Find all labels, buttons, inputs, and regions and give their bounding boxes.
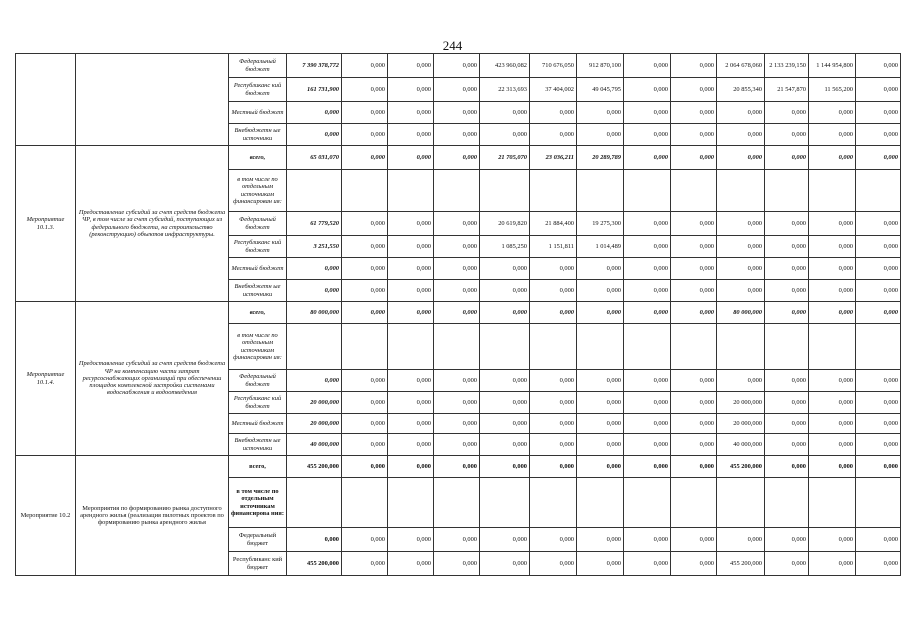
value-cell: 0,000 bbox=[856, 414, 901, 434]
value-cell: 1 085,250 bbox=[480, 236, 530, 258]
value-cell: 0,000 bbox=[388, 146, 434, 170]
value-cell: 0,000 bbox=[388, 528, 434, 552]
value-cell: 0,000 bbox=[434, 102, 480, 124]
value-cell: 0,000 bbox=[577, 102, 624, 124]
source-label: в том числе по отдельным источникам финансирова ния: bbox=[229, 478, 287, 528]
source-label: в том числе по отдельным источникам финансирован ия: bbox=[229, 324, 287, 370]
value-cell: 0,000 bbox=[388, 236, 434, 258]
source-label: Республиканс кий бюджет bbox=[229, 78, 287, 102]
table-row bbox=[16, 302, 901, 324]
value-cell: 0,000 bbox=[765, 212, 809, 236]
value-cell: 21 705,070 bbox=[480, 146, 530, 170]
value-cell: 0,000 bbox=[342, 78, 388, 102]
value-cell: 0,000 bbox=[809, 102, 856, 124]
source-label: Федеральный бюджет bbox=[229, 528, 287, 552]
value-cell: 0,000 bbox=[530, 258, 577, 280]
value-cell: 0,000 bbox=[765, 236, 809, 258]
value-cell: 0,000 bbox=[530, 552, 577, 576]
value-cell: 0,000 bbox=[434, 146, 480, 170]
value-cell: 0,000 bbox=[342, 146, 388, 170]
value-cell: 0,000 bbox=[717, 146, 765, 170]
description-cell: Мероприятия по формированию рынка доступного арендного жилья (реализация пилотных проектов по формированию рынка арендного жилья bbox=[76, 456, 229, 576]
value-cell: 0,000 bbox=[856, 528, 901, 552]
value-cell: 0,000 bbox=[809, 552, 856, 576]
value-cell: 0,000 bbox=[342, 370, 388, 392]
value-cell: 0,000 bbox=[434, 392, 480, 414]
value-cell: 0,000 bbox=[342, 392, 388, 414]
value-cell: 49 045,795 bbox=[577, 78, 624, 102]
value-cell: 0,000 bbox=[717, 528, 765, 552]
value-cell: 0,000 bbox=[624, 124, 671, 146]
value-cell: 0,000 bbox=[671, 456, 717, 478]
value-cell: 0,000 bbox=[624, 552, 671, 576]
value-cell: 80 000,000 bbox=[287, 302, 342, 324]
value-cell: 0,000 bbox=[717, 212, 765, 236]
value-cell: 0,000 bbox=[671, 258, 717, 280]
value-cell: 0,000 bbox=[671, 146, 717, 170]
source-label: Республиканс кий бюджет bbox=[229, 392, 287, 414]
value-cell: 1 151,811 bbox=[530, 236, 577, 258]
source-label: Местный бюджет bbox=[229, 414, 287, 434]
value-cell: 0,000 bbox=[765, 414, 809, 434]
value-cell: 0,000 bbox=[856, 212, 901, 236]
value-cell: 22 313,693 bbox=[480, 78, 530, 102]
value-cell: 3 251,550 bbox=[287, 236, 342, 258]
value-cell: 0,000 bbox=[577, 414, 624, 434]
value-cell: 455 200,000 bbox=[287, 552, 342, 576]
value-cell: 0,000 bbox=[434, 78, 480, 102]
value-cell: 0,000 bbox=[388, 552, 434, 576]
source-label: всего, bbox=[229, 456, 287, 478]
value-cell: 20 289,789 bbox=[577, 146, 624, 170]
value-cell: 0,000 bbox=[342, 414, 388, 434]
value-cell: 0,000 bbox=[480, 528, 530, 552]
source-label: в том числе по отдельным источникам финансирован ия: bbox=[229, 170, 287, 212]
value-cell: 2 133 239,150 bbox=[765, 54, 809, 78]
source-label: Федеральный бюджет bbox=[229, 212, 287, 236]
value-cell: 0,000 bbox=[530, 124, 577, 146]
value-cell: 0,000 bbox=[624, 392, 671, 414]
value-cell: 0,000 bbox=[434, 370, 480, 392]
value-cell: 20 000,000 bbox=[717, 392, 765, 414]
value-cell: 0,000 bbox=[342, 212, 388, 236]
source-label: Внебюджетн ые источники bbox=[229, 280, 287, 302]
value-cell: 0,000 bbox=[388, 370, 434, 392]
value-cell: 0,000 bbox=[530, 302, 577, 324]
value-cell: 0,000 bbox=[530, 414, 577, 434]
value-cell: 0,000 bbox=[624, 78, 671, 102]
value-cell: 0,000 bbox=[624, 528, 671, 552]
value-cell: 0,000 bbox=[671, 78, 717, 102]
value-cell: 11 565,200 bbox=[809, 78, 856, 102]
value-cell: 0,000 bbox=[287, 124, 342, 146]
measure-cell bbox=[16, 54, 76, 146]
value-cell: 0,000 bbox=[342, 102, 388, 124]
value-cell: 0,000 bbox=[671, 528, 717, 552]
value-cell: 0,000 bbox=[434, 414, 480, 434]
value-cell: 0,000 bbox=[530, 456, 577, 478]
source-label: Республиканс кий бюджет bbox=[229, 552, 287, 576]
value-cell: 0,000 bbox=[342, 528, 388, 552]
value-cell: 455 200,000 bbox=[717, 456, 765, 478]
value-cell: 0,000 bbox=[624, 258, 671, 280]
value-cell: 0,000 bbox=[624, 456, 671, 478]
value-cell: 0,000 bbox=[809, 124, 856, 146]
value-cell: 0,000 bbox=[671, 280, 717, 302]
value-cell: 455 200,000 bbox=[287, 456, 342, 478]
source-label: всего, bbox=[229, 146, 287, 170]
value-cell: 0,000 bbox=[480, 258, 530, 280]
value-cell: 0,000 bbox=[434, 236, 480, 258]
value-cell: 0,000 bbox=[717, 280, 765, 302]
value-cell: 0,000 bbox=[856, 302, 901, 324]
value-cell: 0,000 bbox=[856, 102, 901, 124]
value-cell: 1 144 954,800 bbox=[809, 54, 856, 78]
source-label: Местный бюджет bbox=[229, 258, 287, 280]
value-cell: 0,000 bbox=[765, 258, 809, 280]
value-cell: 0,000 bbox=[765, 552, 809, 576]
value-cell: 0,000 bbox=[624, 414, 671, 434]
value-cell: 0,000 bbox=[765, 146, 809, 170]
value-cell: 0,000 bbox=[624, 370, 671, 392]
value-cell: 0,000 bbox=[577, 392, 624, 414]
value-cell: 0,000 bbox=[577, 456, 624, 478]
value-cell: 0,000 bbox=[765, 124, 809, 146]
source-label: Федеральный бюджет bbox=[229, 54, 287, 78]
value-cell: 0,000 bbox=[480, 124, 530, 146]
value-cell: 0,000 bbox=[671, 102, 717, 124]
value-cell: 0,000 bbox=[856, 236, 901, 258]
value-cell: 0,000 bbox=[624, 54, 671, 78]
value-cell: 0,000 bbox=[624, 302, 671, 324]
value-cell: 0,000 bbox=[577, 528, 624, 552]
value-cell: 0,000 bbox=[624, 236, 671, 258]
value-cell: 20 000,000 bbox=[287, 414, 342, 434]
value-cell: 0,000 bbox=[577, 370, 624, 392]
value-cell: 0,000 bbox=[480, 434, 530, 456]
value-cell: 0,000 bbox=[856, 54, 901, 78]
value-cell: 0,000 bbox=[624, 212, 671, 236]
value-cell: 0,000 bbox=[856, 456, 901, 478]
value-cell: 0,000 bbox=[577, 434, 624, 456]
value-cell: 0,000 bbox=[480, 302, 530, 324]
value-cell: 0,000 bbox=[530, 434, 577, 456]
value-cell: 0,000 bbox=[765, 370, 809, 392]
value-cell: 0,000 bbox=[342, 552, 388, 576]
value-cell: 0,000 bbox=[717, 102, 765, 124]
value-cell: 0,000 bbox=[856, 392, 901, 414]
value-cell: 0,000 bbox=[388, 456, 434, 478]
value-cell: 0,000 bbox=[577, 280, 624, 302]
value-cell: 0,000 bbox=[809, 258, 856, 280]
value-cell: 0,000 bbox=[671, 236, 717, 258]
value-cell: 0,000 bbox=[480, 456, 530, 478]
value-cell: 0,000 bbox=[671, 302, 717, 324]
value-cell: 0,000 bbox=[856, 124, 901, 146]
source-label: Республиканс кий бюджет bbox=[229, 236, 287, 258]
page-number: 244 bbox=[442, 38, 463, 53]
value-cell: 0,000 bbox=[342, 456, 388, 478]
value-cell: 0,000 bbox=[671, 552, 717, 576]
measure-cell: Мероприятие 10.1.4. bbox=[16, 302, 76, 456]
value-cell: 0,000 bbox=[480, 370, 530, 392]
value-cell: 0,000 bbox=[388, 54, 434, 78]
table-row bbox=[16, 456, 901, 478]
value-cell: 0,000 bbox=[480, 552, 530, 576]
value-cell: 0,000 bbox=[287, 528, 342, 552]
value-cell: 0,000 bbox=[809, 302, 856, 324]
value-cell: 0,000 bbox=[765, 280, 809, 302]
value-cell: 0,000 bbox=[480, 392, 530, 414]
value-cell: 40 000,000 bbox=[717, 434, 765, 456]
value-cell: 0,000 bbox=[287, 280, 342, 302]
description-cell: Предоставление субсидий за счет средств бюджета ЧР на компенсацию части затрат ресурсоснабжающих организаций при обеспечении площадок комплексной застройки системами водоснабжения и водоотведения bbox=[76, 302, 229, 456]
value-cell: 0,000 bbox=[671, 54, 717, 78]
value-cell: 0,000 bbox=[388, 280, 434, 302]
value-cell: 455 200,000 bbox=[717, 552, 765, 576]
value-cell: 0,000 bbox=[287, 370, 342, 392]
value-cell: 0,000 bbox=[577, 124, 624, 146]
value-cell: 0,000 bbox=[671, 392, 717, 414]
value-cell: 0,000 bbox=[717, 370, 765, 392]
value-cell: 0,000 bbox=[856, 280, 901, 302]
measure-cell: Мероприятие 10.2 bbox=[16, 456, 76, 576]
value-cell: 0,000 bbox=[388, 258, 434, 280]
value-cell: 0,000 bbox=[577, 302, 624, 324]
value-cell: 0,000 bbox=[765, 302, 809, 324]
value-cell: 0,000 bbox=[434, 258, 480, 280]
value-cell: 0,000 bbox=[342, 236, 388, 258]
value-cell: 0,000 bbox=[765, 102, 809, 124]
value-cell: 0,000 bbox=[480, 280, 530, 302]
value-cell: 0,000 bbox=[388, 102, 434, 124]
value-cell: 21 547,870 bbox=[765, 78, 809, 102]
value-cell: 0,000 bbox=[809, 392, 856, 414]
budget-table bbox=[15, 53, 901, 576]
value-cell: 0,000 bbox=[809, 414, 856, 434]
value-cell: 0,000 bbox=[809, 528, 856, 552]
value-cell: 2 064 678,060 bbox=[717, 54, 765, 78]
value-cell: 0,000 bbox=[624, 146, 671, 170]
value-cell: 0,000 bbox=[434, 302, 480, 324]
value-cell: 0,000 bbox=[287, 102, 342, 124]
value-cell: 0,000 bbox=[856, 434, 901, 456]
value-cell: 0,000 bbox=[388, 392, 434, 414]
value-cell: 0,000 bbox=[577, 552, 624, 576]
value-cell: 0,000 bbox=[480, 102, 530, 124]
value-cell: 0,000 bbox=[809, 212, 856, 236]
value-cell: 0,000 bbox=[809, 146, 856, 170]
value-cell: 0,000 bbox=[671, 434, 717, 456]
table-row bbox=[16, 54, 901, 78]
value-cell: 0,000 bbox=[717, 124, 765, 146]
value-cell: 0,000 bbox=[342, 302, 388, 324]
value-cell: 0,000 bbox=[717, 236, 765, 258]
value-cell: 0,000 bbox=[577, 258, 624, 280]
value-cell: 0,000 bbox=[765, 456, 809, 478]
description-cell: Предоставление субсидий за счет средств бюджета ЧР, в том числе за счет субсидий, поступающих из федерального бюджета, на строительство (реконструкцию) объектов инфраструктуры. bbox=[76, 146, 229, 302]
value-cell: 710 676,050 bbox=[530, 54, 577, 78]
value-cell: 0,000 bbox=[434, 456, 480, 478]
value-cell: 65 031,070 bbox=[287, 146, 342, 170]
value-cell: 0,000 bbox=[388, 414, 434, 434]
value-cell: 0,000 bbox=[856, 78, 901, 102]
value-cell: 19 275,300 bbox=[577, 212, 624, 236]
value-cell: 423 960,082 bbox=[480, 54, 530, 78]
value-cell: 0,000 bbox=[530, 280, 577, 302]
value-cell: 0,000 bbox=[856, 258, 901, 280]
value-cell: 7 390 378,772 bbox=[287, 54, 342, 78]
value-cell: 20 000,000 bbox=[717, 414, 765, 434]
value-cell: 0,000 bbox=[856, 370, 901, 392]
value-cell: 0,000 bbox=[856, 552, 901, 576]
value-cell: 0,000 bbox=[624, 102, 671, 124]
source-label: Внебюджетн ые источники bbox=[229, 124, 287, 146]
value-cell: 0,000 bbox=[809, 370, 856, 392]
value-cell: 0,000 bbox=[717, 258, 765, 280]
value-cell: 0,000 bbox=[856, 146, 901, 170]
value-cell: 0,000 bbox=[671, 370, 717, 392]
value-cell: 0,000 bbox=[388, 302, 434, 324]
value-cell: 0,000 bbox=[287, 258, 342, 280]
value-cell: 0,000 bbox=[624, 434, 671, 456]
value-cell: 0,000 bbox=[765, 434, 809, 456]
value-cell: 0,000 bbox=[388, 124, 434, 146]
value-cell: 0,000 bbox=[671, 212, 717, 236]
value-cell: 21 884,400 bbox=[530, 212, 577, 236]
description-cell bbox=[76, 54, 229, 146]
value-cell: 0,000 bbox=[671, 124, 717, 146]
value-cell: 0,000 bbox=[530, 392, 577, 414]
value-cell: 0,000 bbox=[765, 392, 809, 414]
measure-cell: Мероприятие 10.1.3. bbox=[16, 146, 76, 302]
value-cell: 0,000 bbox=[342, 434, 388, 456]
value-cell: 1 014,489 bbox=[577, 236, 624, 258]
value-cell: 0,000 bbox=[388, 78, 434, 102]
value-cell: 0,000 bbox=[342, 258, 388, 280]
value-cell: 912 870,100 bbox=[577, 54, 624, 78]
value-cell: 0,000 bbox=[530, 102, 577, 124]
value-cell: 0,000 bbox=[480, 414, 530, 434]
value-cell: 0,000 bbox=[434, 528, 480, 552]
value-cell: 0,000 bbox=[434, 54, 480, 78]
value-cell: 0,000 bbox=[342, 124, 388, 146]
value-cell: 0,000 bbox=[388, 212, 434, 236]
value-cell: 161 731,900 bbox=[287, 78, 342, 102]
value-cell: 0,000 bbox=[809, 236, 856, 258]
value-cell: 37 404,002 bbox=[530, 78, 577, 102]
value-cell: 0,000 bbox=[434, 552, 480, 576]
value-cell: 61 779,520 bbox=[287, 212, 342, 236]
value-cell: 0,000 bbox=[342, 280, 388, 302]
source-label: всего, bbox=[229, 302, 287, 324]
value-cell: 0,000 bbox=[671, 414, 717, 434]
value-cell: 0,000 bbox=[434, 212, 480, 236]
source-label: Внебюджетн ые источники bbox=[229, 434, 287, 456]
source-label: Местный бюджет bbox=[229, 102, 287, 124]
value-cell: 0,000 bbox=[530, 528, 577, 552]
value-cell: 0,000 bbox=[388, 434, 434, 456]
value-cell: 0,000 bbox=[809, 434, 856, 456]
value-cell: 0,000 bbox=[434, 280, 480, 302]
value-cell: 0,000 bbox=[624, 280, 671, 302]
value-cell: 0,000 bbox=[530, 370, 577, 392]
value-cell: 0,000 bbox=[434, 434, 480, 456]
table-row bbox=[16, 146, 901, 170]
value-cell: 40 000,000 bbox=[287, 434, 342, 456]
source-label: Федеральный бюджет bbox=[229, 370, 287, 392]
value-cell: 0,000 bbox=[434, 124, 480, 146]
value-cell: 0,000 bbox=[342, 54, 388, 78]
value-cell: 0,000 bbox=[809, 456, 856, 478]
value-cell: 20 000,000 bbox=[287, 392, 342, 414]
value-cell: 20 855,340 bbox=[717, 78, 765, 102]
value-cell: 0,000 bbox=[765, 528, 809, 552]
value-cell: 0,000 bbox=[809, 280, 856, 302]
value-cell: 23 036,211 bbox=[530, 146, 577, 170]
value-cell: 80 000,000 bbox=[717, 302, 765, 324]
value-cell: 20 619,820 bbox=[480, 212, 530, 236]
